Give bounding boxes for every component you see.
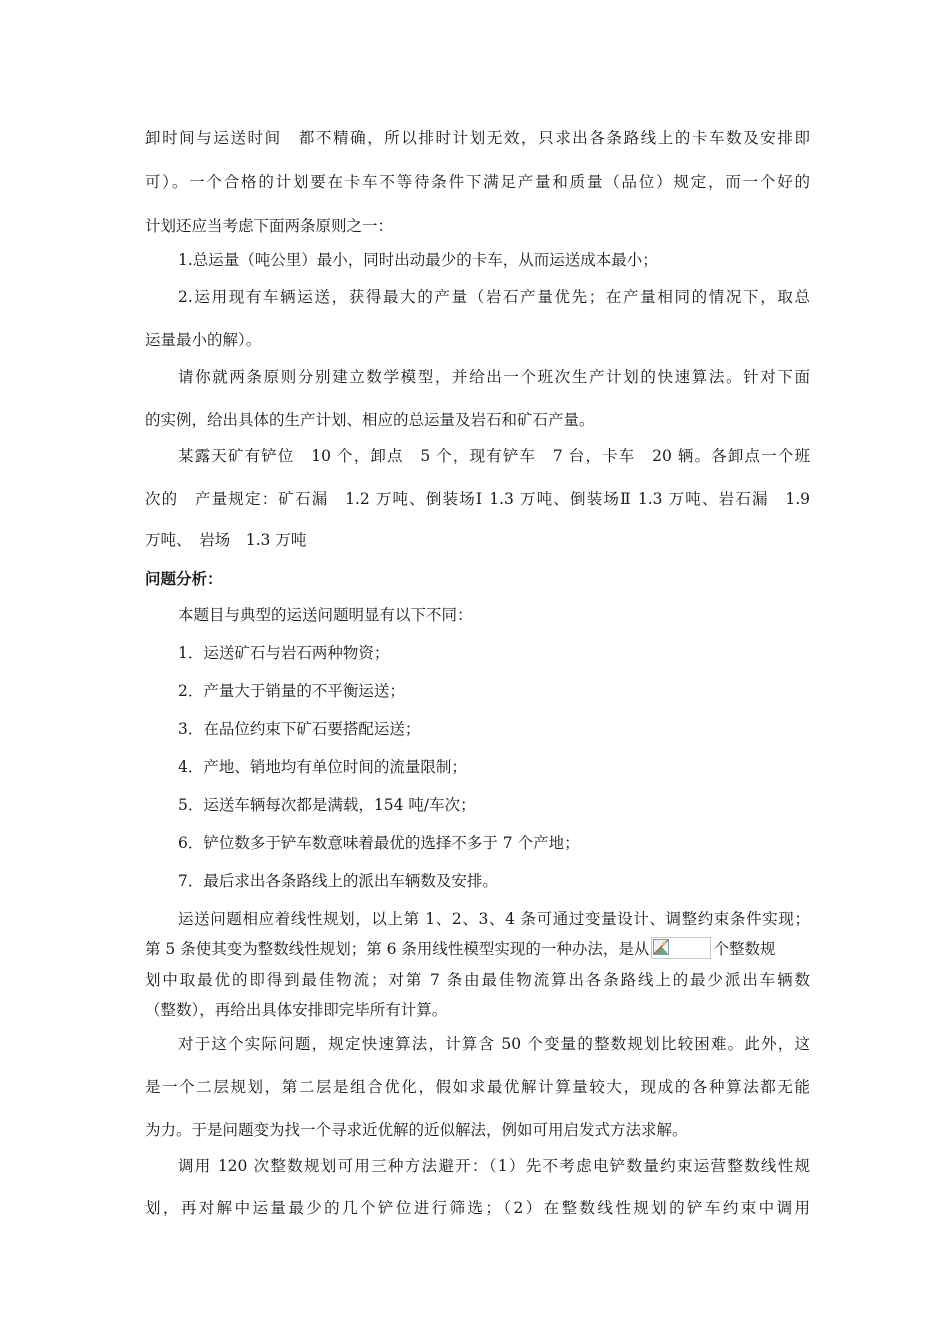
paragraph-line: 划中取最优的即得到最佳物流；对第 7 条由最佳物流算出各条路线上的最少派出车辆数	[145, 971, 810, 989]
list-item: 5．运送车辆每次都是满载，154 吨/车次；	[178, 796, 476, 814]
list-item: 3．在品位约束下矿石要搭配运送；	[178, 720, 421, 738]
paragraph-line: 划，再对解中运量最少的几个铲位进行筛选；（2）在整数线性规划的铲车约束中调用	[145, 1199, 810, 1217]
paragraph-line: 万吨、 岩场 1.3 万吨	[145, 531, 307, 549]
paragraph-line: 次的 产量规定：矿石漏 1.2 万吨、倒装场Ⅰ 1.3 万吨、倒装场Ⅱ 1.3 万吨、岩石漏 1.9	[145, 490, 810, 508]
principle-1: 1.总运量（吨公里）最小，同时出动最少的卡车，从而运送成本最小；	[178, 251, 658, 269]
line-text-after-image: 个整数规	[713, 940, 776, 958]
paragraph-line: 运送问题相应着线性规划，以上第 1、2、3、4 条可通过变量设计、调整约束条件实现；	[178, 910, 810, 928]
list-item: 1．运送矿石与岩石两种物资；	[178, 644, 390, 662]
list-item: 4．产地、销地均有单位时间的流量限制；	[178, 758, 467, 776]
paragraph-line: 的实例，给出具体的生产计划、相应的总运量及岩石和矿石产量。	[145, 411, 595, 429]
line-text-before-image: 第 5 条使其变为整数线性规划；第 6 条用线性模型实现的一种办法，是从	[145, 940, 650, 958]
paragraph-line: 运量最小的解）。	[145, 331, 262, 349]
list-item: 7．最后求出各条路线上的派出车辆数及安排。	[178, 872, 498, 890]
paragraph-line: 计划还应当考虑下面两条原则之一：	[145, 217, 394, 235]
list-item: 2．产量大于销量的不平衡运送；	[178, 682, 405, 700]
paragraph-line: 为力。于是问题变为找一个寻求近优解的近似解法，例如可用启发式方法求解。	[145, 1121, 688, 1139]
paragraph-line: 某露天矿有铲位 10 个，卸点 5 个，现有铲车 7 台，卡车 20 辆。各卸点一个班	[178, 447, 810, 465]
paragraph-line: 调用 120 次整数规划可用三种方法避开：（1）先不考虑电铲数量约束运营整数线性规	[178, 1157, 810, 1175]
paragraph-line: 本题目与典型的运送问题明显有以下不同：	[178, 606, 473, 624]
paragraph-line: （整数），再给出具体安排即完毕所有计算。	[145, 1001, 448, 1019]
paragraph-line: 卸时间与运送时间 都不精确，所以排时计划无效，只求出各条路线上的卡车数及安排即	[145, 129, 810, 147]
list-item: 6．铲位数多于铲车数意味着最优的选择不多于 7 个产地；	[178, 834, 580, 852]
section-heading: 问题分析：	[145, 570, 223, 588]
principle-2: 2.运用现有车辆运送，获得最大的产量（岩石产量优先；在产量相同的情况下，取总	[178, 288, 810, 306]
paragraph-line: 对于这个实际问题，规定快速算法，计算含 50 个变量的整数规划比较困难。此外，这	[178, 1035, 810, 1053]
paragraph-line: 可）。一个合格的计划要在卡车不等待条件下满足产量和质量（品位）规定，而一个好的	[145, 173, 810, 191]
paragraph-line-with-image	[145, 937, 810, 959]
broken-image-icon	[651, 937, 711, 959]
paragraph-line: 是一个二层规划，第二层是组合优化，假如求最优解计算量较大，现成的各种算法都无能	[145, 1078, 810, 1096]
paragraph-line: 请你就两条原则分别建立数学模型，并给出一个班次生产计划的快速算法。针对下面	[178, 368, 810, 386]
